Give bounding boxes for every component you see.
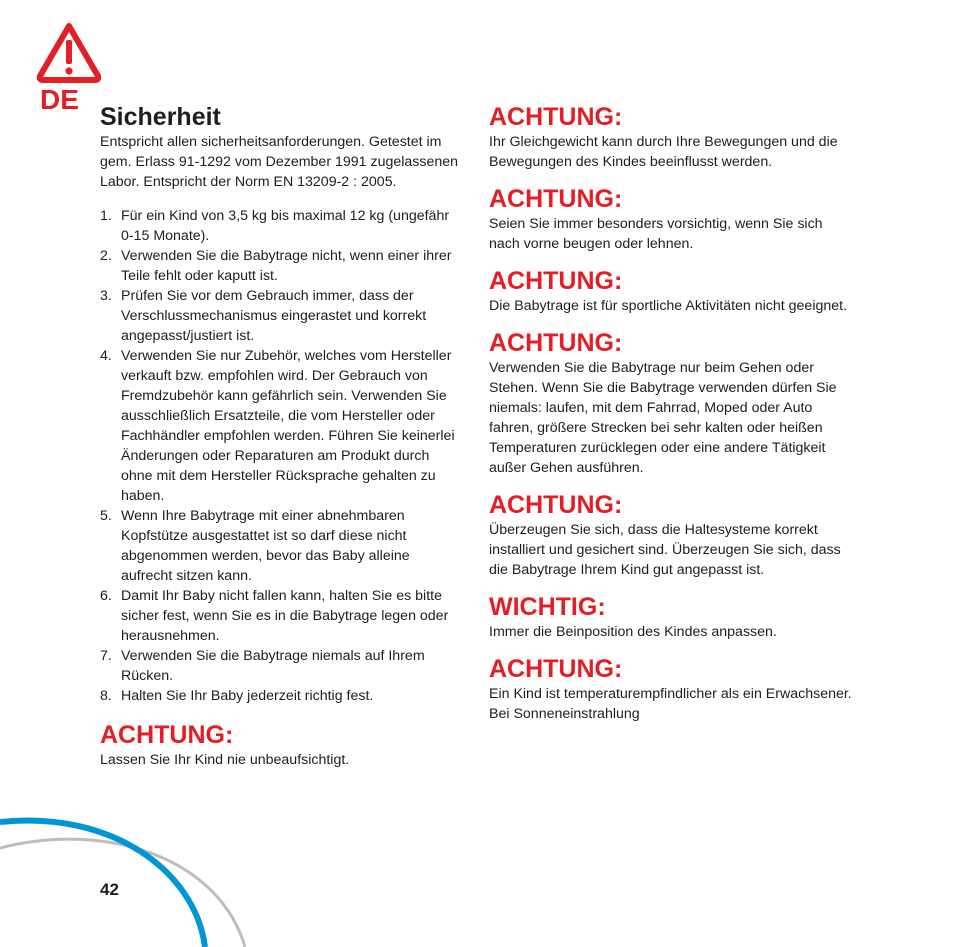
warning-text: Verwenden Sie die Babytrage nur beim Gehen oder Stehen. Wenn Sie die Babytrage verwenden dürfen Sie niemals: laufen, mit dem Fahrrad, Moped oder Auto fahren, größere Strecken bei sehr kalten oder heißen Temperaturen zurücklegen oder eine andere Tätigkeit außer Gehen ausführen. [489,360,837,476]
warning-block [489,184,854,254]
important-block [489,592,854,642]
rule-number: 8. [100,688,112,704]
rule-text: Halten Sie Ihr Baby jederzeit richtig fest. [121,688,374,704]
rule-item [100,206,460,246]
rule-text: Verwenden Sie nur Zubehör, welches vom Hersteller verkauft bzw. empfohlen wird. Der Gebrauch von Fremdzubehör kann gefährlich sein. Verwenden Sie ausschließlich Ersatzteile, die vom Hersteller oder Fachhändler empfohlen werden. Führen Sie keinerlei Änderungen oder Reparaturen am Produkt durch ohne mit dem Hersteller Rücksprache gehalten zu haben. [121,348,455,504]
warning-block [489,102,854,172]
rule-number: 2. [100,248,112,264]
rule-text: Prüfen Sie vor dem Gebrauch immer, dass der Verschlussmechanismus eingerastet und korrekt angepasst/justiert ist. [121,288,427,344]
warning-triangle-icon [36,22,102,84]
rule-text: Verwenden Sie die Babytrage nicht, wenn einer ihrer Teile fehlt oder kaputt ist. [121,248,452,284]
rule-number: 4. [100,348,112,364]
rule-item [100,646,460,686]
rule-number: 5. [100,508,112,524]
warning-text: Die Babytrage ist für sportliche Aktivitäten nicht geeignet. [489,298,848,314]
warning-block [489,654,854,724]
rule-text: Verwenden Sie die Babytrage niemals auf Ihrem Rücken. [121,648,425,684]
rule-text: Wenn Ihre Babytrage mit einer abnehmbaren Kopfstütze ausgestattet ist so darf diese nicht abgenommen werden, bevor das Baby alleine aufrecht sitzen kann. [121,508,410,584]
rule-item [100,586,460,646]
rule-item [100,346,460,506]
warning-block [489,266,854,316]
rule-text: Damit Ihr Baby nicht fallen kann, halten Sie es bitte sicher fest, wenn Sie es in die Babytrage legen oder herausnehmen. [121,588,449,644]
warning-block [100,720,460,770]
safety-rules-list [100,206,460,706]
rule-number: 6. [100,588,112,604]
left-column [100,102,460,770]
language-code: DE [40,84,79,115]
warning-text: Überzeugen Sie sich, dass die Haltesysteme korrekt installiert und gesichert sind. Überzeugen Sie sich, dass die Babytrage Ihrem Kind gut angepasst ist. [489,522,841,578]
warning-heading: ACHTUNG: [489,103,623,131]
rule-number: 1. [100,208,112,224]
decorative-swoosh [0,800,300,947]
warning-text: Ein Kind ist temperaturempfindlicher als ein Erwachsener. Bei Sonneneinstrahlung [489,686,852,722]
warning-block [489,490,854,580]
rule-item [100,506,460,586]
rule-item [100,286,460,346]
warning-block [489,328,854,478]
warning-heading: ACHTUNG: [489,491,623,519]
section-title: Sicherheit [100,103,221,131]
important-heading: WICHTIG: [489,593,606,621]
warning-text: Lassen Sie Ihr Kind nie unbeaufsichtigt. [100,752,350,768]
rule-item [100,246,460,286]
rule-number: 3. [100,288,112,304]
warning-heading: ACHTUNG: [489,185,623,213]
rule-text: Für ein Kind von 3,5 kg bis maximal 12 kg (ungefähr 0-15 Monate). [121,208,450,244]
warning-heading: ACHTUNG: [489,267,623,295]
rule-number: 7. [100,648,112,664]
warning-text: Seien Sie immer besonders vorsichtig, wenn Sie sich nach vorne beugen oder lehnen. [489,216,823,252]
warning-heading: ACHTUNG: [100,721,234,749]
warning-text: Ihr Gleichgewicht kann durch Ihre Bewegungen und die Bewegungen des Kindes beeinflusst werden. [489,134,838,170]
important-text: Immer die Beinposition des Kindes anpassen. [489,624,777,640]
rule-item [100,686,460,706]
intro-text: Entspricht allen sicherheitsanforderungen. Getestet im gem. Erlass 91-1292 vom Dezember 1991 zugelassenen Labor. Entspricht der Norm EN 13209-2 : 2005. [100,134,459,190]
warning-heading: ACHTUNG: [489,329,623,357]
warning-heading: ACHTUNG: [489,655,623,683]
right-column [489,102,854,724]
page-number: 42 [100,880,119,899]
